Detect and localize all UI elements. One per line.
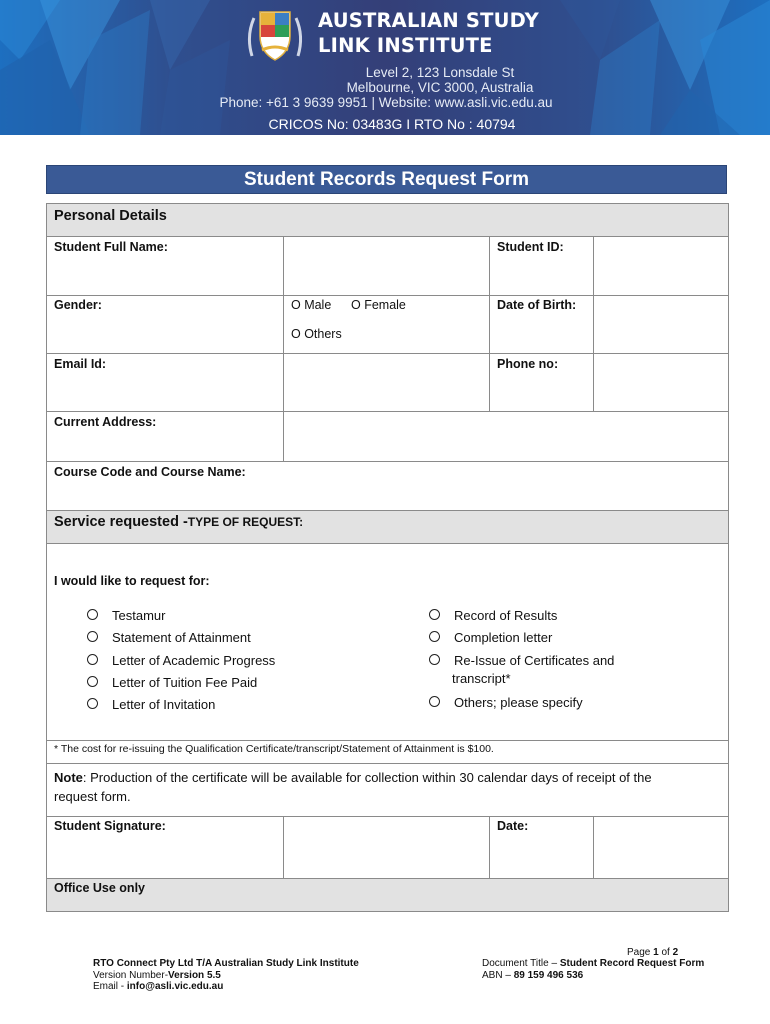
option-statement-of-attainment[interactable] [87,629,251,647]
option-tuition-fee-paid[interactable] [87,674,257,692]
option-label: Re-Issue of Certificates and [454,653,615,668]
note-label: Note [54,770,83,785]
footer-right [482,958,704,981]
page-current: 1 [653,947,659,958]
institute-name [318,8,539,58]
footer-email [93,981,359,993]
option-label: Record of Results [454,608,558,623]
signature-field[interactable] [284,817,489,878]
option-label: Letter of Tuition Fee Paid [112,675,258,690]
footer-doc-title [482,958,704,970]
page-prefix: Page [627,947,654,958]
option-record-of-results[interactable] [429,607,557,625]
dob-field[interactable] [594,296,728,353]
radio-circle-icon [429,609,440,620]
cricos-rto-line: CRICOS No: 03483G I RTO No : 40794 [268,116,516,132]
address-line-2: Melbourne, VIC 3000, Australia [346,80,534,95]
institute-name-line1: AUSTRALIAN STUDY [318,9,539,32]
option-label: Letter of Academic Progress [112,653,276,668]
doc-title-value: Student Record Request Form [559,958,705,969]
option-label: Testamur [112,608,166,623]
rule [46,740,729,741]
note-text-1: : Production of the certificate will be available for collection within 30 calendar days of receipt of the [82,770,652,785]
gender-label: Gender: [54,298,102,312]
service-heading [54,514,303,530]
personal-details-heading: Personal Details [54,208,167,224]
option-testamur[interactable] [87,607,165,625]
institute-name-line2: LINK INSTITUTE [318,34,493,57]
option-label: Statement of Attainment [112,630,251,645]
footer-email-value: info@asli.vic.edu.au [126,981,224,992]
dob-label: Date of Birth: [497,298,577,312]
page-total: 2 [672,947,679,958]
option-reissue-certificates[interactable] [429,652,614,670]
radio-circle-icon [87,676,98,687]
doc-title-prefix: Document Title – [482,958,560,969]
footer-company: RTO Connect Pty Ltd T/A Australian Study Link Institute [93,958,359,969]
rule [46,510,729,511]
rule [46,543,729,544]
address-label: Current Address: [54,415,157,429]
date-field[interactable] [594,817,728,878]
rule [489,236,490,411]
request-intro: I would like to request for: [54,574,210,588]
email-field[interactable] [284,354,489,411]
abn-value: 89 159 496 536 [513,969,584,981]
radio-circle-icon [87,609,98,620]
gender-option-others[interactable]: O Others [291,327,342,341]
student-id-field[interactable] [594,237,728,295]
option-label: Letter of Invitation [112,697,216,712]
rule [489,816,490,878]
course-field[interactable] [284,462,728,510]
page-of: of [658,947,673,958]
course-label: Course Code and Course Name: [54,465,246,479]
email-label: Email Id: [54,357,107,371]
note-line-1 [54,768,724,787]
full-name-label: Student Full Name: [54,240,168,254]
signature-label: Student Signature: [54,819,166,833]
radio-circle-icon [87,698,98,709]
option-completion-letter[interactable] [429,629,552,647]
form-title: Student Records Request Form [46,165,727,194]
option-letter-of-invitation[interactable] [87,696,215,714]
rule [46,763,729,764]
footer-left [93,958,359,993]
gender-option-female[interactable]: O Female [351,298,406,312]
full-name-field[interactable] [284,237,489,295]
option-label: Completion letter [454,630,553,645]
service-heading-subtitle: TYPE OF REQUEST: [187,515,304,529]
phone-field[interactable] [594,354,728,411]
note-text-2: request form. [54,789,131,804]
radio-circle-icon [429,696,440,707]
radio-circle-icon [429,631,440,642]
phone-label: Phone no: [497,357,559,371]
page-number [627,947,678,959]
footer-version-value: Version 5.5 [168,969,221,981]
option-reissue-certificates-cont: transcript* [452,671,511,686]
rule [46,878,729,879]
footer-version [93,970,359,982]
institute-crest-logo [244,6,306,68]
gender-option-male[interactable]: O Male [291,298,332,312]
footer-email-prefix: Email - [93,981,127,992]
radio-circle-icon [429,654,440,665]
option-others-specify[interactable] [429,694,583,712]
radio-circle-icon [87,631,98,642]
footer-version-prefix: Version Number- [93,969,169,981]
option-label: Others; please specify [454,695,583,710]
abn-prefix: ABN – [482,969,514,981]
contact-line: Phone: +61 3 9639 9951 | Website: www.asli.vic.edu.au [219,95,553,110]
service-heading-title: Service requested - [54,514,188,530]
option-academic-progress[interactable] [87,652,275,670]
date-label: Date: [497,819,529,833]
student-id-label: Student ID: [497,240,564,254]
production-note [54,768,724,806]
footer-abn [482,970,704,982]
address-line-1: Level 2, 123 Lonsdale St [365,65,515,80]
header-banner [0,0,770,135]
address-field[interactable] [284,412,489,461]
cost-note: * The cost for re-issuing the Qualification Certificate/transcript/Statement of Attainment is $100. [54,743,494,755]
radio-circle-icon [87,654,98,665]
office-use-label: Office Use only [54,881,145,895]
